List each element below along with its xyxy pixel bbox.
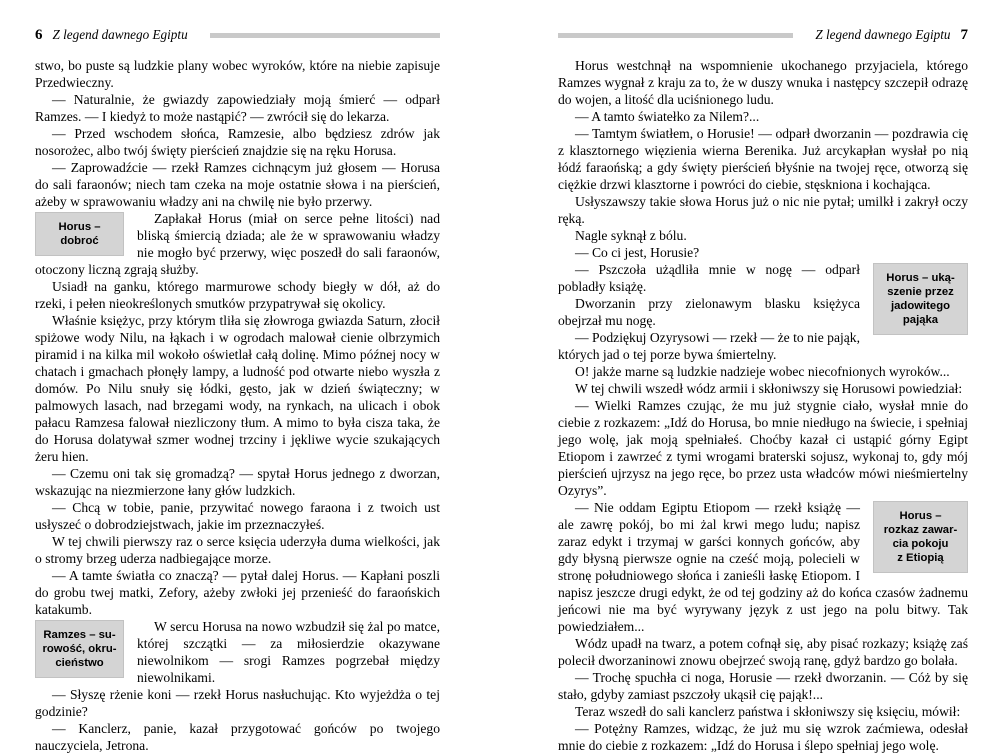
paragraph: Usłyszawszy takie słowa Horus już o nic nie pytał; umilkł i zakrył oczy ręką.: [558, 194, 968, 226]
paragraph: O! jakże marne są ludzkie nadzieje wobec niecofnionych wyroków...: [575, 364, 950, 379]
paragraph: — Chcą w tobie, panie, przywitać nowego faraona i z twoich ust usłyszeć o dobrodziejstwach, jakie im przeznaczyłeś.: [35, 500, 440, 532]
paragraph: — Tamtym światłem, o Horusie! — odparł dworzanin — pozdrawia cię z klasztornego więzienia wierna Berenika. Już arcykapłan wysłał po nią łódź faraońską; a gdy święty pierścień błyśnie na twojej ręce, otworzą się ciężkie drzwi klasztorne i powróci do ciebie, stęskniona i kochająca.: [558, 126, 968, 192]
text-column-left: [35, 57, 440, 754]
running-title: Z legend dawnego Egiptu: [815, 27, 951, 43]
paragraph: — Czemu oni tak się gromadzą? — spytał Horus jednego z dworzan, wskazując na niezmierzone łany głów ludzkich.: [35, 466, 440, 498]
header-rule: [558, 33, 793, 38]
paragraph: — Kanclerz, panie, kazał przygotować gońców po twojego nauczyciela, Jetrona.: [35, 721, 440, 753]
margin-note-line: szenie przez: [887, 286, 954, 298]
paragraph: — Zaprowadźcie — rzekł Ramzes cichnącym już głosem — Horusa do sali faraonów; niech tam czeka na moje ostatnie słowa i na pierścień, ażeby w sprawowaniu władzy ani na chwilę nie było przerwy.: [35, 160, 440, 209]
paragraph: — Wielki Ramzes czując, że mu już stygnie ciało, wysłał mnie do ciebie z rozkazem: „Idź do Horusa, bo mnie niedługo na świecie, i spełniaj jego wolę, jak moją spełniałeś. Choćby kazał ci ustąpić górny Egipt Etiopom i zawrzeć z tymi wrogami braterski sojusz, wykonaj to, gdy mój pierścień ujrzysz na jego ręce, bo przez usta władców mówi nieśmiertelny Ozyrys”.: [558, 398, 968, 498]
page-number: 6: [35, 26, 43, 43]
page-left: [0, 0, 500, 753]
margin-note-line: rowość, okru-: [42, 643, 117, 655]
paragraph: W tej chwili pierwszy raz o serce księcia uderzyła duma wielkości, jak o stromy brzeg uderza nadbiegające morze.: [35, 534, 440, 566]
text-column-right: [558, 57, 968, 754]
paragraph: Zapłakał Horus (miał on serce pełne litości) nad bliską śmiercią dziada; ale że w sprawowaniu władzy nie mogło być przerwy, więc poszedł do sali faraonów, otoczony liczną zgrają służby.: [35, 211, 440, 277]
paragraph: Dworzanin przy zielonawym blasku księżyca obejrzał mu nogę.: [558, 296, 860, 328]
margin-note-line: Horus – uką-: [886, 272, 955, 284]
margin-note-line: jadowitego: [891, 300, 950, 312]
paragraph: Horus westchnął na wspomnienie ukochanego przyjaciela, którego Ramzes wygnał z kraju za to, że w duszy wnuka i następcy szczepił odrazę do wojen, a litość dla uciśnionego ludu.: [558, 58, 968, 107]
page-number: 7: [960, 26, 968, 43]
paragraph: — Pszczoła użądliła mnie w nogę — odparł pobladły książę.: [558, 262, 860, 294]
margin-note-line: Horus –: [899, 510, 942, 522]
paragraph: — A tamto światełko za Nilem?...: [575, 109, 760, 124]
margin-note-horus-rozkaz: [873, 501, 968, 573]
margin-note-line: cia pokoju: [892, 538, 949, 550]
margin-note-line: Horus –: [58, 221, 101, 233]
margin-note-line: dobroć: [60, 235, 99, 247]
paragraph: — Nie oddam Egiptu Etiopom — rzekł książę — ale zawrę pokój, bo mi żal krwi mego ludu; napisz zaraz edykt i trzymaj w garści konnych gońców, aby gdy błysną pierwsze ognie na cześć moją, polecieli w stronę południowego słońca i zanieśli łaskę Etiopom. I napisz jeszcze drugi edykt, że od tej godziny aż do końca czasów żadnemu jeńcowi nie ma być wyrywany język z ust jego na polu bitwy. Tak powiedziałem...: [558, 500, 968, 634]
paragraph: — Trochę spuchła ci noga, Horusie — rzekł dworzanin. — Cóż by się stało, gdyby zamiast pszczoły ukąsił cię pająk!...: [558, 670, 968, 702]
margin-note-line: rozkaz zawar-: [883, 524, 958, 536]
paragraph: Wódz upadł na twarz, a potem cofnął się, aby pisać rozkazy; książę zaś polecił dworzaninowi znowu obejrzeć swoją ranę, gdyż bardzo go bolała.: [558, 636, 968, 668]
paragraph: — Co ci jest, Horusie?: [575, 245, 700, 260]
paragraph: — Przed wschodem słońca, Ramzesie, albo będziesz zdrów jak nosorożec, albo twój święty pierścień znajdzie się na ręku Horusa.: [35, 126, 440, 158]
paragraph: W sercu Horusa na nowo wzbudził się żal po matce, której szczątki — za miłosierdzie okazywane niewolnikom — srogi Ramzes pogrzebał między niewolnikami.: [137, 619, 440, 685]
page-header-right: [558, 26, 968, 44]
paragraph: — Naturalnie, że gwiazdy zapowiedziały moją śmierć — odparł Ramzes. — I kiedyż to może nastąpić? — zwrócił się do lekarza.: [35, 92, 440, 124]
paragraph: stwo, bo puste są ludzkie plany wobec wyroków, które na niebie zapisuje Przedwieczny.: [35, 58, 440, 90]
header-rule: [210, 33, 440, 38]
margin-note-horus-ukaszenie: [873, 263, 968, 335]
page-right: [500, 0, 1000, 753]
paragraph: Usiadł na ganku, którego marmurowe schody biegły w dół, aż do rzeki, i pełen nieokreślonych smutków przypatrywał się okolicy.: [35, 279, 440, 311]
paragraph: Właśnie księżyc, przy którym tliła się złowroga gwiazda Saturn, złocił spiżowe wody Nilu, na łąkach i w ogrodach malował cienie olbrzymich piramid i na kilka mil wokoło oświetlał całą dolinę. Mimo późnej nocy w chatach i gmachach płonęły lampy, a ludność pod otwarte niebo wyszła z domów. Po Nilu snuły się łódki, gęsto, jak w dzień świąteczny; w palmowych lasach, nad brzegami wody, na rynkach, na ulicach i obok pałacu Ramzesa falował niezliczony tłum. A mimo to była cisza taka, że do Horusa dolatywał szmer wodnej trzciny i jękliwe wycie szukających żeru hien.: [35, 313, 440, 464]
margin-note-line: cieństwo: [55, 657, 104, 669]
paragraph: — Słyszę rżenie koni — rzekł Horus nasłuchując. Kto wyjeżdża o tej godzinie?: [35, 687, 440, 719]
page-header-left: [35, 26, 440, 44]
margin-note-ramzes-surowosc: [35, 620, 124, 678]
paragraph: — Potężny Ramzes, widząc, że już mu się wzrok zaćmiewa, odesłał mnie do ciebie z rozkazem: „Idź do Horusa i ślepo spełniaj jego wolę.: [558, 721, 968, 753]
paragraph: Teraz wszedł do sali kanclerz państwa i skłoniwszy się księciu, mówił:: [575, 704, 961, 719]
paragraph: W tej chwili wszedł wódz armii i skłoniwszy się Horusowi powiedział:: [575, 381, 963, 396]
paragraph: — A tamte światła co znaczą? — pytał dalej Horus. — Kapłani poszli do grobu twej matki, Zefory, ażeby zwłoki jej przenieść do faraońskich katakumb.: [35, 568, 440, 617]
margin-note-line: pająka: [902, 314, 939, 326]
paragraph: — Podziękuj Ozyrysowi — rzekł — że to nie pająk, których jad o tej porze bywa śmiertelny.: [558, 330, 860, 362]
running-title: Z legend dawnego Egiptu: [52, 27, 188, 43]
margin-note-horus-dobroc: [35, 212, 124, 256]
margin-note-line: z Etiopią: [897, 552, 944, 564]
margin-note-line: Ramzes – su-: [43, 629, 116, 641]
paragraph: Nagle syknął z bólu.: [575, 228, 687, 243]
